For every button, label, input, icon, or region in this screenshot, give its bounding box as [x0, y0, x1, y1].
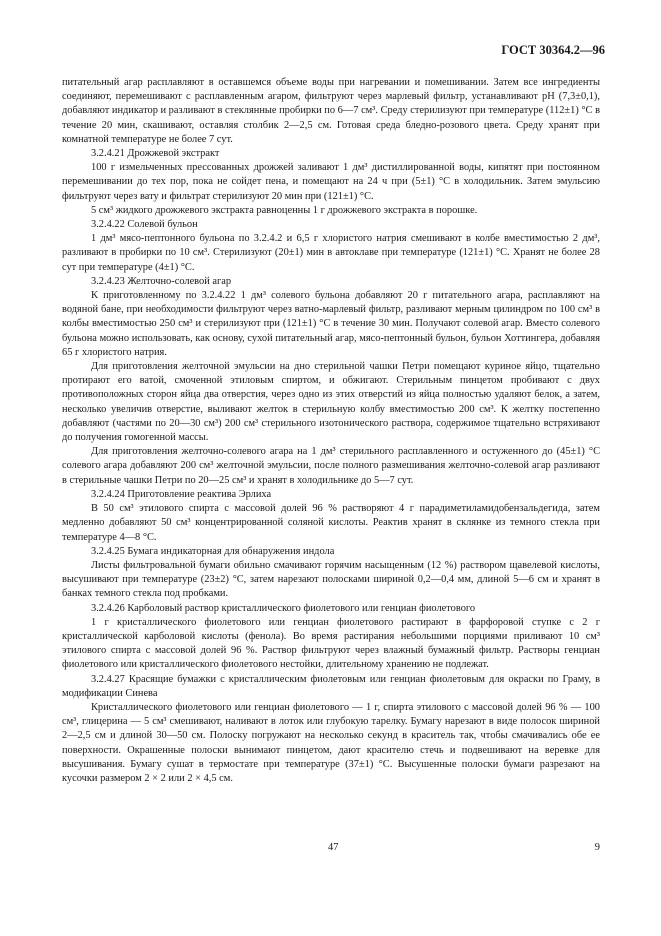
- paragraph: К приготовленному по 3.2.4.22 1 дм³ солевого бульона добавляют 20 г питательного агара, расплавляют на водяной бане, при необходимости фильтруют через ватно-марлевый фильтр, разливают мерным цилиндром по 100 см³ в колбы вместимостью 250 см³ и стерилизуют при (121±1) °С в течение 30 мин. Получают солевой агар. Вместо солевого бульона можно использовать, как основу, сухой питательный агар, мясо-пептонный бульон, бульон Хоттингера, добавляя 65 г хлористого натрия.: [62, 290, 600, 358]
- section-heading: 3.2.4.27 Красящие бумажки с кристаллическим фиолетовым или генциан фиолетовым для окраски по Граму, в модификации Синева: [62, 673, 600, 699]
- page-number: 47: [328, 842, 339, 853]
- paragraph: В 50 см³ этилового спирта с массовой долей 96 % растворяют 4 г парадиметиламидобензальдегида, затем медленно добавляют 50 см³ концентрированной соляной кислоты. Реактив хранят в склянке из темного стекла при температуре 4—8 °С.: [62, 503, 600, 543]
- paragraph: Листы фильтровальной бумаги обильно смачивают горячим насыщенным (12 %) раствором щавелевой кислоты, высушивают при температуре (23±2) °С, затем нарезают полосками шириной 0,2—0,4 мм, длиной 5—6 см и хранят в банках темного стекла под пробками.: [62, 559, 600, 600]
- document-code-header: ГОСТ 30364.2—96: [501, 43, 605, 57]
- section-heading: 3.2.4.21 Дрожжевой экстракт: [91, 148, 220, 160]
- paragraph: 1 г кристаллического фиолетового или генциан фиолетового растирают в фарфоровой ступке с 2 г кристаллической карболовой кислоты (фенола). Во время растирания небольшими порциями приливают 10 см³ этилового спирта с массовой долей 96 %. Раствор фильтруют через влажный бумажный фильтр. Растворы генциан фиолетового или кристаллического фиолетового нестойки, длительному хранению не подлежат.: [62, 616, 600, 671]
- section-heading: 3.2.4.23 Желточно-солевой агар: [91, 275, 232, 287]
- sheet-number: 9: [594, 842, 600, 853]
- paragraph: 100 г измельченных прессованных дрожжей заливают 1 дм³ дистиллированной воды, кипятят при постоянном перемешивании до тех пор, пока не сойдет пена, и помещают на 24 ч при (5±1) °С в холодильник. Затем эмульсию фильтруют через вату и фильтрат стерилизуют 20 мин при (121±1) °С.: [62, 162, 600, 202]
- document-body: [62, 76, 600, 786]
- paragraph: питательный агар расплавляют в оставшемся объеме воды при нагревании и помешивании. Затем все ингредиенты соединяют, перемешивают с расплавленным агаром, фильтруют через марлевый фильтр, устанавливают pH (7,3±0,1), добавляют индикатор и разливают в стеклянные пробирки по 6—7 см³. Среду стерилизуют при температуре (112±1) °С в течение 20 мин, скашивают, оставляя столбик 2—2,5 см. Готовая среда бледно-розового цвета. Среду хранят при комнатной температуре не более 7 сут.: [62, 77, 600, 145]
- section-heading: 3.2.4.26 Карболовый раствор кристаллического фиолетового или генциан фиолетового: [91, 602, 476, 614]
- paragraph: Для приготовления желточной эмульсии на дно стерильной чашки Петри помещают куриное яйцо, тщательно протирают его ватой, смоченной этиловым спиртом, и обжигают. Стерильным пинцетом пробивают с двух противоположных сторон яйца два отверстия, через одно из этих отверстий из яйца полностью удаляют белок, а затем, несколько увеличив отверстие, выливают желток в стерильную колбу вместимостью 200 см³. К желтку постепенно добавляют (частями по 20—30 см³) 200 см³ стерильного изотонического раствора, содержимое тщательно встряхивают до получения гомогенной массы.: [62, 361, 600, 444]
- paragraph: Кристаллического фиолетового или генциан фиолетового — 1 г, спирта этилового с массовой долей 96 % — 100 см³, глицерина — 5 см³ смешивают, наливают в лоток или глубокую тарелку. Бумагу нарезают в виде полосок шириной 2—2,5 см и длиной 30—50 см. Полоску погружают на несколько секунд в краситель так, чтобы смачивались обе ее поверхности. Окрашенные полоски вынимают пинцетом, дают красителю стечь и подвешивают на веревке для высушивания. Бумагу сушат в термостате при температуре (37±1) °С. Высушенные полоски бумаги разрезают на кусочки размером 2 × 2 или 2 × 4,5 см.: [62, 701, 600, 784]
- section-heading: 3.2.4.24 Приготовление реактива Эрлиха: [91, 488, 272, 500]
- paragraph: 1 дм³ мясо-пептонного бульона по 3.2.4.2 и 6,5 г хлористого натрия смешивают в колбе вместимостью 2 дм³, разливают в пробирки по 10 см³. Стерилизуют (20±1) мин в автоклаве при температуре (121±1) °С. Хранят не более 28 сут при температуре (4±1) °С.: [62, 233, 600, 273]
- paragraph: 5 см³ жидкого дрожжевого экстракта равноценны 1 г дрожжевого экстракта в порошке.: [91, 204, 478, 216]
- paragraph: Для приготовления желточно-солевого агара на 1 дм³ стерильного расплавленного и остуженного до (45±1) °С солевого агара добавляют 200 см³ желточной эмульсии, после полного размешивания желточно-солевой агар разливают в стерильные чашки Петри по 20—25 см³ и хранят в холодильнике до 5—7 сут.: [62, 446, 600, 486]
- section-heading: 3.2.4.25 Бумага индикаторная для обнаружения индола: [91, 545, 335, 557]
- section-heading: 3.2.4.22 Солевой бульон: [91, 219, 198, 231]
